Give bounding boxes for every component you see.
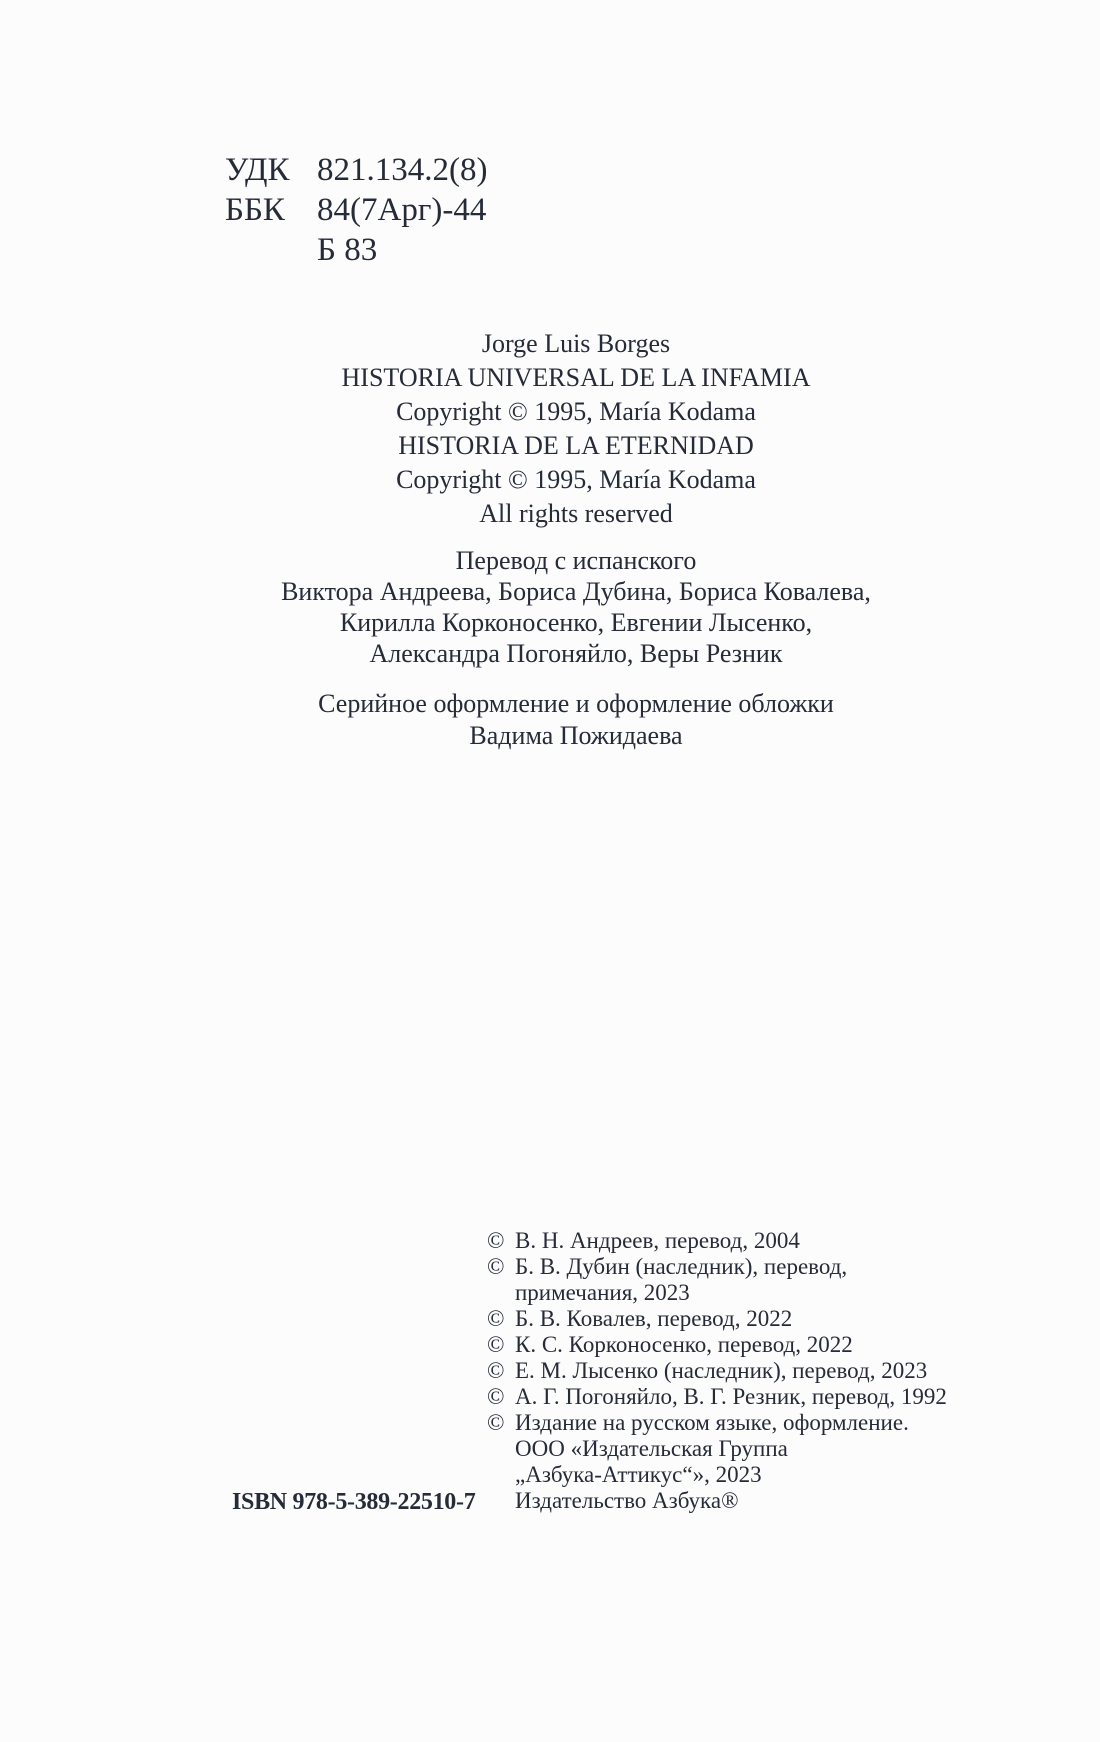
bbk-label: ББК (225, 192, 285, 228)
copyright-symbol: © (487, 1332, 505, 1357)
udk-label: УДК (225, 152, 290, 188)
original-title-2: HISTORIA DE LA ETERNIDAD (398, 431, 754, 460)
translators-line-3: Александра Погоняйло, Веры Резник (369, 639, 783, 668)
copyright-symbol: © (487, 1410, 505, 1435)
original-title-block (52, 327, 1100, 531)
copyright-entry-continuation (487, 1436, 947, 1462)
udk-value: 821.134.2(8) (317, 152, 488, 188)
bbk-value: 84(7Арг)-44 (317, 192, 487, 228)
copyright-text: Издание на русском языке, оформление. (515, 1410, 909, 1435)
isbn: ISBN 978-5-389-22510-7 (232, 1489, 476, 1515)
copyright-line-1: Copyright © 1995, María Kodama (396, 397, 756, 426)
copyright-entry (487, 1332, 947, 1358)
author-name: Jorge Luis Borges (481, 329, 671, 358)
copyright-text: Б. В. Дубин (наследник), перевод, (515, 1254, 848, 1279)
udk-bbk-block (225, 150, 487, 270)
copyright-entry (487, 1254, 947, 1280)
copyright-symbol: © (487, 1228, 505, 1253)
copyright-symbol: © (487, 1254, 505, 1279)
copyright-entry (487, 1358, 947, 1384)
copyright-text: примечания, 2023 (515, 1280, 690, 1305)
author-sign: Б 83 (317, 232, 378, 268)
design-credit-line-2: Вадима Пожидаева (469, 721, 683, 750)
copyright-symbol: © (487, 1306, 505, 1331)
copyright-text: Издательство Азбука® (515, 1488, 739, 1513)
copyright-text: Б. В. Ковалев, перевод, 2022 (515, 1306, 793, 1331)
copyright-text: В. Н. Андреев, перевод, 2004 (515, 1228, 800, 1253)
udk-row (225, 150, 487, 190)
author-sign-row (225, 230, 487, 270)
design-credit-block (52, 688, 1100, 752)
copyright-symbol (487, 1488, 515, 1514)
author-sign-spacer (225, 230, 317, 270)
translators-block (52, 545, 1100, 669)
copyright-text: К. С. Корконосенко, перевод, 2022 (515, 1332, 853, 1357)
translators-line-2: Кирилла Корконосенко, Евгении Лысенко, (339, 608, 813, 637)
copyright-symbol: © (487, 1358, 505, 1383)
copyright-symbol (487, 1280, 515, 1306)
translators-line-1: Виктора Андреева, Бориса Дубина, Бориса Ковалева, (281, 577, 871, 606)
copyright-line-2: Copyright © 1995, María Kodama (396, 465, 756, 494)
bbk-row (225, 190, 487, 230)
rights-reserved-line: All rights reserved (479, 499, 673, 528)
copyright-text: ООО «Издательская Группа (515, 1436, 788, 1461)
copyright-entry (487, 1410, 947, 1436)
translation-heading: Перевод с испанского (455, 546, 697, 575)
copyright-entry (487, 1306, 947, 1332)
copyright-entry (487, 1384, 947, 1410)
copyright-symbol (487, 1462, 515, 1488)
copyright-text: А. Г. Погоняйло, В. Г. Резник, перевод, 1992 (515, 1384, 947, 1409)
copyright-text: Е. М. Лысенко (наследник), перевод, 2023 (515, 1358, 928, 1383)
copyright-entry-continuation (487, 1280, 947, 1306)
design-credit-line-1: Серийное оформление и оформление обложки (318, 689, 834, 718)
copyright-entry (487, 1228, 947, 1254)
copyright-entry-continuation (487, 1462, 947, 1488)
original-title-1: HISTORIA UNIVERSAL DE LA INFAMIA (341, 363, 811, 392)
copyright-text: „Азбука-Аттикус“», 2023 (515, 1462, 762, 1487)
copyright-list (487, 1228, 947, 1514)
copyright-symbol (487, 1436, 515, 1462)
copyright-symbol: © (487, 1384, 505, 1409)
copyright-entry-continuation (487, 1488, 947, 1514)
